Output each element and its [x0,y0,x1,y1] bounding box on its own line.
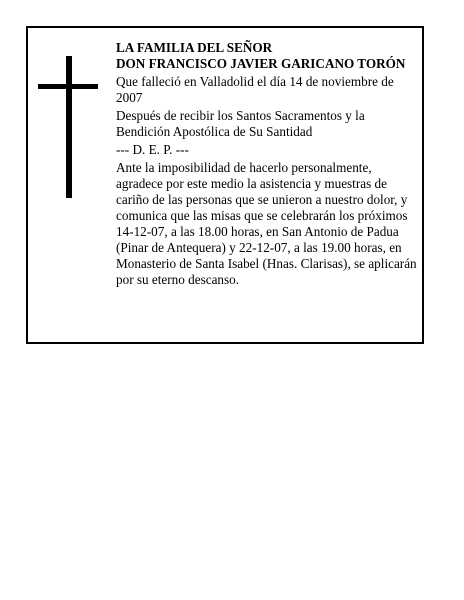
cross-vertical-bar [66,56,72,198]
cross-horizontal-bar [38,84,98,89]
obituary-notice [26,26,424,344]
notice-body: Ante la imposibilidad de hacerlo personalmente, agradece por este medio la asistencia y muestras de cariño de las personas que se unieron a nuestro dolor, y comunica que las misas que se celebrarán los próximos 14-12-07, a las 18.00 horas, en San Antonio de Padua (Pinar de Antequera) y 22-12-07, a las 19.00 horas, en Monasterio de Santa Isabel (Hnas. Clarisas), se aplicarán por su eterno descanso. [116,160,417,287]
rip-line: --- D. E. P. --- [116,142,189,157]
death-announcement: Que falleció en Valladolid el día 14 de noviembre de 2007 [116,74,394,105]
notice-text [116,40,420,290]
heading-family-line: LA FAMILIA DEL SEÑOR [116,40,273,55]
sacraments-line: Después de recibir los Santos Sacramentos y la Bendición Apostólica de Su Santidad [116,108,365,139]
heading-name-line: DON FRANCISCO JAVIER GARICANO TORÓN [116,56,406,71]
